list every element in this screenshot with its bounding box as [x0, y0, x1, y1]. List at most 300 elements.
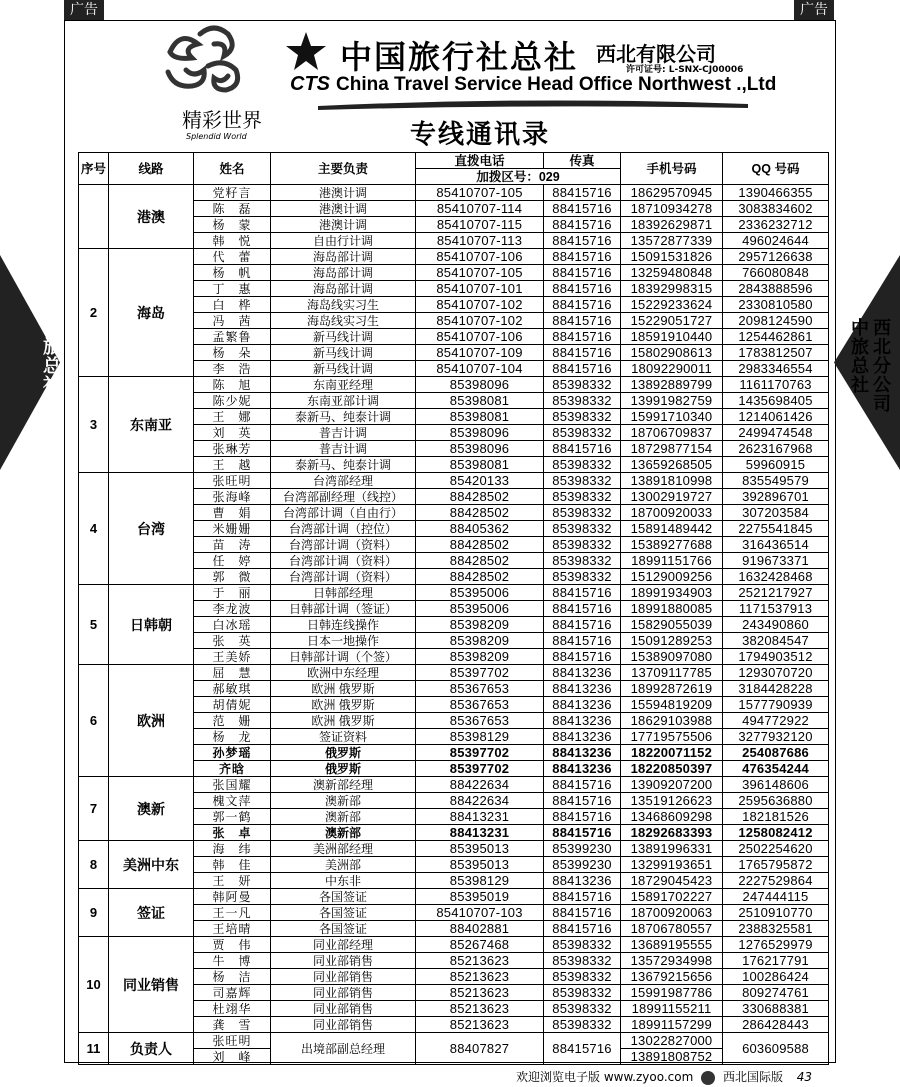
- mobile-cell: 15389097080: [621, 649, 723, 665]
- company-title-en-text: China Travel Service Head Office Northwest .,Ltd: [336, 74, 777, 95]
- mobile-cell: 18991155211: [621, 1001, 723, 1017]
- name-cell: 陈少妮: [194, 393, 271, 409]
- mobile-cell: 18629570945: [621, 185, 723, 201]
- fax-cell: 88413236: [544, 873, 621, 889]
- direct-phone-cell: 85410707-106: [416, 249, 544, 265]
- duty-cell: 同业部经理: [271, 937, 416, 953]
- name-cell: 杨 洁: [194, 969, 271, 985]
- logo-text: 精彩世界: [182, 108, 262, 132]
- mobile-cell: 18729877154: [621, 441, 723, 457]
- duty-cell: 欧洲 俄罗斯: [271, 697, 416, 713]
- mobile-cell: 15891489442: [621, 521, 723, 537]
- mobile-cell: 18591910440: [621, 329, 723, 345]
- mobile-cell: 15389277688: [621, 537, 723, 553]
- qq-cell: 2336232712: [723, 217, 829, 233]
- header-area-code: 加拨区号：029: [416, 169, 621, 185]
- qq-cell: 2098124590: [723, 313, 829, 329]
- direct-phone-cell: 85397702: [416, 665, 544, 681]
- direct-phone-cell: 85410707-105: [416, 265, 544, 281]
- mobile-cell: 13891996331: [621, 841, 723, 857]
- direct-phone-cell: 85267468: [416, 937, 544, 953]
- duty-cell: 同业部销售: [271, 1001, 416, 1017]
- fax-cell: 85398332: [544, 377, 621, 393]
- duty-cell: 澳新部: [271, 793, 416, 809]
- duty-cell: 台湾部计调（资料）: [271, 553, 416, 569]
- name-cell: 杨 蒙: [194, 217, 271, 233]
- direct-phone-cell: 85398129: [416, 729, 544, 745]
- mobile-cell: 18220071152: [621, 745, 723, 761]
- header-seq: 序号: [79, 153, 109, 185]
- name-cell: 龚 雪: [194, 1017, 271, 1033]
- qq-cell: 603609588: [723, 1033, 829, 1065]
- mobile-cell: 18710934278: [621, 201, 723, 217]
- ad-label-left: 广告: [64, 0, 104, 20]
- side-label-left: [16, 318, 82, 438]
- footer-text: 欢迎浏览电子版 www.zyoo.com: [516, 1070, 694, 1084]
- qq-cell: 396148606: [723, 777, 829, 793]
- qq-cell: 3083834602: [723, 201, 829, 217]
- table-row: [79, 585, 829, 601]
- swoosh-divider: [318, 98, 748, 112]
- table-row: [79, 841, 829, 857]
- mobile-cell: 13519126623: [621, 793, 723, 809]
- direct-phone-cell: 85397702: [416, 761, 544, 777]
- seq-cell: 4: [79, 473, 109, 585]
- duty-cell: 台湾部副经理（线控）: [271, 489, 416, 505]
- duty-cell: 日韩部计调（签证）: [271, 601, 416, 617]
- name-cell: 白冰瑶: [194, 617, 271, 633]
- name-cell: 王一凡: [194, 905, 271, 921]
- qq-cell: 2227529864: [723, 873, 829, 889]
- mobile-cell: 13299193651: [621, 857, 723, 873]
- qq-cell: 286428443: [723, 1017, 829, 1033]
- fax-cell: 88415716: [544, 361, 621, 377]
- fax-cell: 85398332: [544, 521, 621, 537]
- qq-cell: 2623167968: [723, 441, 829, 457]
- name-cell: 陈 旭: [194, 377, 271, 393]
- direct-phone-cell: 85398096: [416, 441, 544, 457]
- mobile-cell: 15829055039: [621, 617, 723, 633]
- fax-cell: 88415716: [544, 217, 621, 233]
- direct-phone-cell: 85398209: [416, 633, 544, 649]
- fax-cell: 88415716: [544, 281, 621, 297]
- duty-cell: 各国签证: [271, 889, 416, 905]
- qq-cell: 247444115: [723, 889, 829, 905]
- fax-cell: 88415716: [544, 905, 621, 921]
- name-cell: 刘 峰: [194, 1049, 271, 1065]
- name-cell: 贾 伟: [194, 937, 271, 953]
- header-duty: 主要负责: [271, 153, 416, 185]
- direct-phone-cell: 85367653: [416, 697, 544, 713]
- fax-cell: 88413236: [544, 729, 621, 745]
- table-row: [79, 1033, 829, 1049]
- name-cell: 于 丽: [194, 585, 271, 601]
- seq-cell: 9: [79, 889, 109, 937]
- mobile-cell: 13689195555: [621, 937, 723, 953]
- qq-cell: 2510910770: [723, 905, 829, 921]
- direct-phone-cell: 85410707-103: [416, 905, 544, 921]
- fax-cell: 88415716: [544, 601, 621, 617]
- direct-phone-cell: 85398096: [416, 377, 544, 393]
- name-cell: 屈 慧: [194, 665, 271, 681]
- direct-phone-cell: 88413231: [416, 809, 544, 825]
- name-cell: 王 越: [194, 457, 271, 473]
- license-number: 许可证号: L-SNX-CJ00006: [626, 65, 744, 75]
- header-name: 姓名: [194, 153, 271, 185]
- name-cell: 郭 微: [194, 569, 271, 585]
- duty-cell: 东南亚经理: [271, 377, 416, 393]
- fax-cell: 85398332: [544, 969, 621, 985]
- duty-cell: 同业部销售: [271, 1017, 416, 1033]
- qq-cell: 919673371: [723, 553, 829, 569]
- mobile-cell: 18991934903: [621, 585, 723, 601]
- mobile-cell: 15891702227: [621, 889, 723, 905]
- duty-cell: 各国签证: [271, 905, 416, 921]
- company-title-en: [290, 73, 776, 96]
- duty-cell: 泰新马、纯泰计调: [271, 409, 416, 425]
- duty-cell: 东南亚部计调: [271, 393, 416, 409]
- fax-cell: 85398332: [544, 409, 621, 425]
- name-cell: 党籽言: [194, 185, 271, 201]
- fax-cell: 85398332: [544, 985, 621, 1001]
- route-cell: 签证: [109, 889, 194, 937]
- name-cell: 郭一鹤: [194, 809, 271, 825]
- fax-cell: 88413236: [544, 665, 621, 681]
- fax-cell: 88413236: [544, 761, 621, 777]
- direct-phone-cell: 88422634: [416, 793, 544, 809]
- mobile-cell: 18629103988: [621, 713, 723, 729]
- qq-cell: 1276529979: [723, 937, 829, 953]
- name-cell: 槐文萍: [194, 793, 271, 809]
- name-cell: 苗 涛: [194, 537, 271, 553]
- fax-cell: 88415716: [544, 585, 621, 601]
- mobile-cell: 15594819209: [621, 697, 723, 713]
- fax-cell: 88413236: [544, 681, 621, 697]
- mobile-cell: 18700920063: [621, 905, 723, 921]
- seq-cell: [79, 185, 109, 249]
- qq-cell: 254087686: [723, 745, 829, 761]
- name-cell: 曹 娟: [194, 505, 271, 521]
- fax-cell: 88415716: [544, 345, 621, 361]
- qq-cell: 1765795872: [723, 857, 829, 873]
- duty-cell: 自由行计调: [271, 233, 416, 249]
- fax-cell: 85398332: [544, 953, 621, 969]
- fax-cell: 88415716: [544, 617, 621, 633]
- fax-cell: 85398332: [544, 553, 621, 569]
- qq-cell: 100286424: [723, 969, 829, 985]
- mobile-cell: 13709117785: [621, 665, 723, 681]
- table-row: [79, 777, 829, 793]
- mobile-cell: 18392629871: [621, 217, 723, 233]
- header-mobile: 手机号码: [621, 153, 723, 185]
- fax-cell: 88415716: [544, 313, 621, 329]
- fax-cell: 85398332: [544, 569, 621, 585]
- direct-phone-cell: 85213623: [416, 985, 544, 1001]
- side-label-right: [824, 318, 890, 438]
- direct-phone-cell: 88428502: [416, 505, 544, 521]
- duty-cell: 台湾部计调（控位）: [271, 521, 416, 537]
- ad-label-right: 广告: [794, 0, 834, 20]
- mobile-cell: 15229051727: [621, 313, 723, 329]
- mobile-cell: 18992872619: [621, 681, 723, 697]
- direct-phone-cell: 85410707-101: [416, 281, 544, 297]
- mobile-cell: 13259480848: [621, 265, 723, 281]
- direct-phone-cell: 85395013: [416, 841, 544, 857]
- duty-cell: 新马线计调: [271, 329, 416, 345]
- table-row: [79, 377, 829, 393]
- direct-phone-cell: 85410707-104: [416, 361, 544, 377]
- direct-phone-cell: 85213623: [416, 1017, 544, 1033]
- direct-phone-cell: 85398081: [416, 409, 544, 425]
- mobile-cell: 18392998315: [621, 281, 723, 297]
- footer: [516, 1068, 812, 1085]
- duty-cell: 俄罗斯: [271, 761, 416, 777]
- mobile-cell: 15229233624: [621, 297, 723, 313]
- qq-cell: 3277932120: [723, 729, 829, 745]
- mobile-cell: 15991987786: [621, 985, 723, 1001]
- fax-cell: 88415716: [544, 793, 621, 809]
- duty-cell: 普吉计调: [271, 441, 416, 457]
- mobile-cell: 18729045423: [621, 873, 723, 889]
- mobile-cell: 18292683393: [621, 825, 723, 841]
- direct-phone-cell: 88428502: [416, 569, 544, 585]
- direct-phone-cell: 85367653: [416, 713, 544, 729]
- direct-phone-cell: 88428502: [416, 489, 544, 505]
- name-cell: 范 姗: [194, 713, 271, 729]
- name-cell: 韩 佳: [194, 857, 271, 873]
- qq-cell: 494772922: [723, 713, 829, 729]
- fax-cell: 85398332: [544, 537, 621, 553]
- direct-phone-cell: 85395019: [416, 889, 544, 905]
- fax-cell: 88415716: [544, 777, 621, 793]
- fax-cell: 88415716: [544, 633, 621, 649]
- name-cell: 张琳芳: [194, 441, 271, 457]
- fax-cell: 88415716: [544, 889, 621, 905]
- fax-cell: 85399230: [544, 857, 621, 873]
- direct-phone-cell: 85367653: [416, 681, 544, 697]
- direct-phone-cell: 85398209: [416, 649, 544, 665]
- mobile-cell: 13891810998: [621, 473, 723, 489]
- fax-cell: 88415716: [544, 185, 621, 201]
- direct-phone-cell: 85410707-115: [416, 217, 544, 233]
- qq-cell: 1435698405: [723, 393, 829, 409]
- fax-cell: 88415716: [544, 265, 621, 281]
- header-fax: 传真: [544, 153, 621, 169]
- qq-cell: 766080848: [723, 265, 829, 281]
- name-cell: 任 婷: [194, 553, 271, 569]
- qq-cell: 2275541845: [723, 521, 829, 537]
- directory-title: 专线通讯录: [410, 120, 551, 150]
- qq-cell: 2983346554: [723, 361, 829, 377]
- qq-cell: 1783812507: [723, 345, 829, 361]
- qq-cell: 1254462861: [723, 329, 829, 345]
- route-cell: 台湾: [109, 473, 194, 585]
- direct-phone-cell: 85410707-114: [416, 201, 544, 217]
- fax-cell: 85398332: [544, 473, 621, 489]
- duty-cell: 签证资料: [271, 729, 416, 745]
- duty-cell: 同业部销售: [271, 953, 416, 969]
- qq-cell: 476354244: [723, 761, 829, 777]
- direct-phone-cell: 85398129: [416, 873, 544, 889]
- mobile-cell: 15129009256: [621, 569, 723, 585]
- cts-star-icon: [284, 30, 328, 74]
- fax-cell: 85398332: [544, 425, 621, 441]
- seq-cell: 7: [79, 777, 109, 841]
- mobile-cell: 15091289253: [621, 633, 723, 649]
- mobile-cell: 13909207200: [621, 777, 723, 793]
- duty-cell: 日韩连线操作: [271, 617, 416, 633]
- side-label-right-col2: 中旅总社: [848, 318, 869, 394]
- mobile-cell: 18700920033: [621, 505, 723, 521]
- qq-cell: 2957126638: [723, 249, 829, 265]
- footer-logo-icon: [701, 1071, 715, 1085]
- route-cell: 澳新: [109, 777, 194, 841]
- mobile-cell: 18706780557: [621, 921, 723, 937]
- mobile-cell: 15802908613: [621, 345, 723, 361]
- name-cell: 张旺明: [194, 1033, 271, 1049]
- direct-phone-cell: 85410707-102: [416, 297, 544, 313]
- fax-cell: 85398332: [544, 489, 621, 505]
- name-cell: 张国耀: [194, 777, 271, 793]
- name-cell: 代 蕾: [194, 249, 271, 265]
- name-cell: 丁 惠: [194, 281, 271, 297]
- duty-cell: 美洲部经理: [271, 841, 416, 857]
- side-label-left-col1: 西北分公司: [62, 318, 83, 413]
- qq-cell: 392896701: [723, 489, 829, 505]
- fax-cell: 88415716: [544, 809, 621, 825]
- header-qq: QQ 号码: [723, 153, 829, 185]
- direct-phone-cell: 85410707-109: [416, 345, 544, 361]
- direct-phone-cell: 88428502: [416, 537, 544, 553]
- qq-cell: 1794903512: [723, 649, 829, 665]
- qq-cell: 809274761: [723, 985, 829, 1001]
- duty-cell: 各国签证: [271, 921, 416, 937]
- qq-cell: 182181526: [723, 809, 829, 825]
- route-cell: 日韩朝: [109, 585, 194, 665]
- side-label-right-col1: 西北分公司: [870, 318, 891, 413]
- mobile-cell: 13468609298: [621, 809, 723, 825]
- mobile-cell: 13572877339: [621, 233, 723, 249]
- qq-cell: 2595636880: [723, 793, 829, 809]
- table-row: [79, 249, 829, 265]
- direct-phone-cell: 85397702: [416, 745, 544, 761]
- name-cell: 杨 帆: [194, 265, 271, 281]
- seq-cell: 8: [79, 841, 109, 889]
- fax-cell: 88415716: [544, 201, 621, 217]
- qq-cell: 835549579: [723, 473, 829, 489]
- qq-cell: 1214061426: [723, 409, 829, 425]
- name-cell: 张海峰: [194, 489, 271, 505]
- mobile-cell: 18706709837: [621, 425, 723, 441]
- direct-phone-cell: 85398081: [416, 393, 544, 409]
- directory-table: [78, 152, 829, 1065]
- name-cell: 陈 磊: [194, 201, 271, 217]
- name-cell: 刘 英: [194, 425, 271, 441]
- name-cell: 王美娇: [194, 649, 271, 665]
- duty-cell: 普吉计调: [271, 425, 416, 441]
- table-row: [79, 473, 829, 489]
- duty-cell: 出境部副总经理: [271, 1033, 416, 1065]
- seq-cell: 6: [79, 665, 109, 777]
- direct-phone-cell: 85213623: [416, 953, 544, 969]
- seq-cell: 3: [79, 377, 109, 473]
- direct-phone-cell: 88428502: [416, 553, 544, 569]
- name-cell: 白 桦: [194, 297, 271, 313]
- name-cell: 王 娜: [194, 409, 271, 425]
- direct-phone-cell: 85420133: [416, 473, 544, 489]
- fax-cell: 88415716: [544, 1033, 621, 1065]
- page-number: 43: [796, 1070, 813, 1084]
- qq-cell: 1293070720: [723, 665, 829, 681]
- mobile-cell: 17719575506: [621, 729, 723, 745]
- duty-cell: 港澳计调: [271, 185, 416, 201]
- qq-cell: 2499474548: [723, 425, 829, 441]
- mobile-cell: 18991880085: [621, 601, 723, 617]
- mobile-cell: 18991151766: [621, 553, 723, 569]
- qq-cell: 2843888596: [723, 281, 829, 297]
- name-cell: 孟繁鲁: [194, 329, 271, 345]
- mobile-cell: 13022827000: [621, 1033, 723, 1049]
- fax-cell: 85398332: [544, 457, 621, 473]
- fax-cell: 85398332: [544, 937, 621, 953]
- duty-cell: 同业部销售: [271, 985, 416, 1001]
- mobile-cell: 13892889799: [621, 377, 723, 393]
- direct-phone-cell: 85398209: [416, 617, 544, 633]
- fax-cell: 85398332: [544, 1017, 621, 1033]
- direct-phone-cell: 85395006: [416, 585, 544, 601]
- name-cell: 张旺明: [194, 473, 271, 489]
- qq-cell: 1171537913: [723, 601, 829, 617]
- duty-cell: 新马线计调: [271, 361, 416, 377]
- fax-cell: 85398332: [544, 393, 621, 409]
- qq-cell: 307203584: [723, 505, 829, 521]
- logo-text-en: Splendid World: [186, 132, 247, 141]
- qq-cell: 1161170763: [723, 377, 829, 393]
- fax-cell: 85398332: [544, 1001, 621, 1017]
- fax-cell: 88415716: [544, 329, 621, 345]
- duty-cell: 海岛部计调: [271, 265, 416, 281]
- seq-cell: 11: [79, 1033, 109, 1065]
- duty-cell: 日韩部计调（个签）: [271, 649, 416, 665]
- duty-cell: 泰新马、纯泰计调: [271, 457, 416, 473]
- name-cell: 王 妍: [194, 873, 271, 889]
- direct-phone-cell: 85410707-113: [416, 233, 544, 249]
- fax-cell: 88415716: [544, 649, 621, 665]
- qq-cell: 176217791: [723, 953, 829, 969]
- fax-cell: 85399230: [544, 841, 621, 857]
- name-cell: 韩 悦: [194, 233, 271, 249]
- direct-phone-cell: 88402881: [416, 921, 544, 937]
- duty-cell: 海岛部计调: [271, 249, 416, 265]
- qq-cell: 2521217927: [723, 585, 829, 601]
- mobile-cell: 15091531826: [621, 249, 723, 265]
- fax-cell: 88413236: [544, 745, 621, 761]
- qq-cell: 1577790939: [723, 697, 829, 713]
- company-title-cn: 中国旅行社总社: [340, 38, 579, 76]
- name-cell: 郝敏琪: [194, 681, 271, 697]
- name-cell: 杨 龙: [194, 729, 271, 745]
- duty-cell: 台湾部计调（自由行）: [271, 505, 416, 521]
- fax-cell: 88413236: [544, 713, 621, 729]
- fax-cell: 88415716: [544, 441, 621, 457]
- qq-cell: 2502254620: [723, 841, 829, 857]
- qq-cell: 3184428228: [723, 681, 829, 697]
- name-cell: 孙梦瑶: [194, 745, 271, 761]
- route-cell: 东南亚: [109, 377, 194, 473]
- name-cell: 杨 朵: [194, 345, 271, 361]
- mobile-cell: 15991710340: [621, 409, 723, 425]
- route-cell: 港澳: [109, 185, 194, 249]
